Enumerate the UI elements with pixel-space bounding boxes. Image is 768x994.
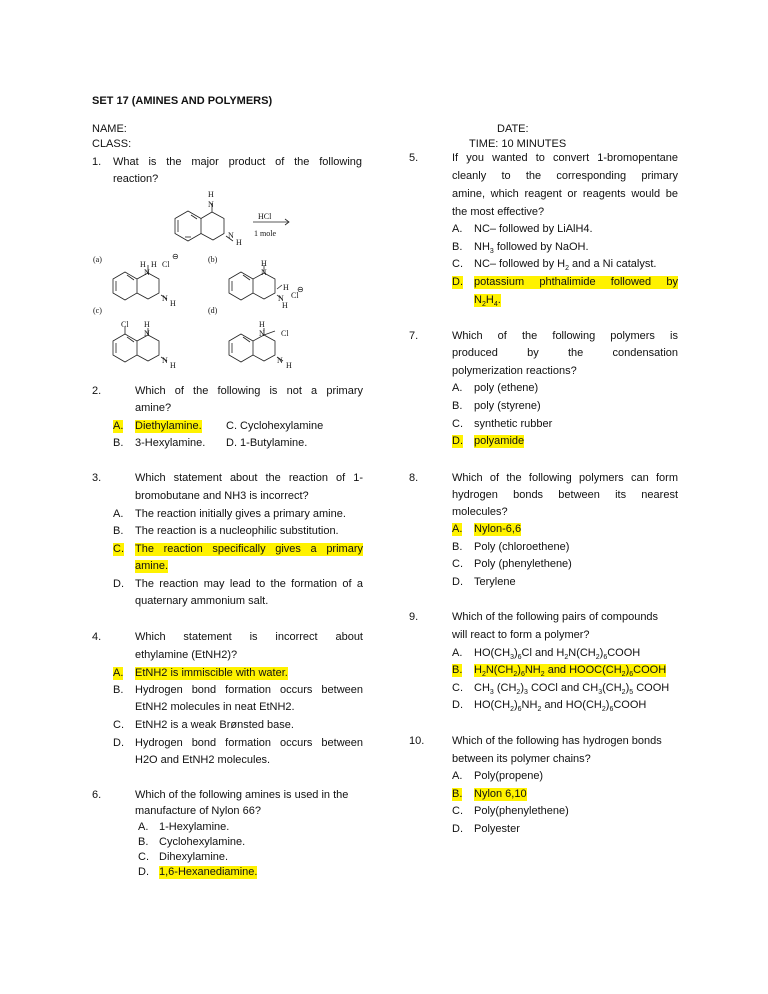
q7-option-a-label[interactable]: A. bbox=[452, 382, 463, 394]
molecule-atom-cl: Cl bbox=[121, 320, 129, 329]
q10-option-d-text[interactable]: Polyester bbox=[474, 823, 520, 835]
q10-number: 10. bbox=[409, 735, 425, 747]
q3-option-d-text-line2[interactable]: quaternary ammonium salt. bbox=[135, 595, 269, 607]
q5-text-line3: amine, which reagent or reagents would be bbox=[452, 188, 678, 200]
option-c-label: (c) bbox=[93, 306, 102, 315]
q5-option-b-label[interactable]: B. bbox=[452, 241, 463, 253]
molecule-atom-n: N bbox=[162, 356, 168, 365]
molecule-atom-h: H bbox=[170, 361, 176, 370]
q10-option-a-label[interactable]: A. bbox=[452, 770, 463, 782]
q3-option-b-label[interactable]: B. bbox=[113, 525, 124, 537]
q9-option-a-label[interactable]: A. bbox=[452, 647, 463, 659]
q5-option-d-text-line2[interactable]: $N_2H_4$. bbox=[474, 294, 501, 309]
q2-option-b-text[interactable]: 3-Hexylamine. bbox=[135, 437, 206, 449]
q3-option-c-label[interactable]: C. bbox=[113, 543, 124, 555]
option-b-label: (b) bbox=[208, 255, 218, 264]
molecule-atom-n: N bbox=[208, 200, 214, 209]
q4-option-a-label[interactable]: A. bbox=[113, 667, 124, 679]
q5-option-a-text[interactable]: NC– followed by LiAlH4. bbox=[474, 223, 593, 235]
q4-option-d-label[interactable]: D. bbox=[113, 737, 124, 749]
q10-option-d-label[interactable]: D. bbox=[452, 823, 463, 835]
q4-option-b-text-line1[interactable]: Hydrogen bond formation occurs between bbox=[135, 684, 363, 696]
molecule-atom-h: H bbox=[282, 301, 288, 310]
molecule-atom-n: N bbox=[162, 294, 168, 303]
q8-text-line2: hydrogen bonds between its nearest bbox=[452, 489, 678, 501]
q1-number: 1. bbox=[92, 156, 102, 168]
q7-option-d-label[interactable]: D. bbox=[452, 435, 463, 447]
q3-option-d-text-line1[interactable]: The reaction may lead to the formation of a bbox=[135, 578, 363, 590]
q8-number: 8. bbox=[409, 472, 419, 484]
q6-number: 6. bbox=[92, 789, 102, 801]
q5-text-line4: the most effective? bbox=[452, 206, 545, 218]
class-label: CLASS: bbox=[92, 138, 132, 150]
q4-option-a-text[interactable]: EtNH2 is immiscible with water. bbox=[135, 667, 288, 679]
q4-option-c-label[interactable]: C. bbox=[113, 719, 124, 731]
q7-text-line1: Which of the following polymers is bbox=[452, 330, 678, 342]
q7-number: 7. bbox=[409, 330, 419, 342]
date-label: DATE: bbox=[497, 123, 529, 135]
molecule-atom-h: H bbox=[261, 259, 267, 268]
q7-text-line2: produced by the condensation bbox=[452, 347, 678, 359]
molecule-atom-h: H bbox=[170, 299, 176, 308]
q4-option-d-text-line1[interactable]: Hydrogen bond formation occurs between bbox=[135, 737, 363, 749]
q9-text-line2: will react to form a polymer? bbox=[452, 629, 590, 641]
q3-text-line2: bromobutane and NH3 is incorrect? bbox=[135, 490, 309, 502]
q4-option-b-label[interactable]: B. bbox=[113, 684, 124, 696]
q4-option-c-text[interactable]: EtNH2 is a weak Brønsted base. bbox=[135, 719, 294, 731]
molecule-atom-h: H bbox=[283, 283, 289, 292]
name-label: NAME: bbox=[92, 123, 127, 135]
molecule-atom-n: N bbox=[144, 268, 150, 277]
q4-option-b-text-line2[interactable]: EtNH2 molecules in neat EtNH2. bbox=[135, 701, 295, 713]
q9-option-a-text[interactable]: $HO(CH_3)_6Cl$ and $H_2N(CH_2)_6COOH$ bbox=[474, 647, 641, 662]
molecule-atom-h: H bbox=[208, 190, 214, 199]
q6-option-c-label[interactable]: C. bbox=[138, 851, 149, 863]
option-a-label: (a) bbox=[93, 255, 102, 264]
q4-text-line2: ethylamine (EtNH2)? bbox=[135, 649, 238, 661]
q8-text-line1: Which of the following polymers can form bbox=[452, 472, 678, 484]
q2-option-a-text[interactable]: Diethylamine. bbox=[135, 420, 202, 432]
q7-option-a-text[interactable]: poly (ethene) bbox=[474, 382, 539, 394]
q9-text-line1: Which of the following pairs of compounds bbox=[452, 611, 659, 623]
molecule-atom-h: H bbox=[286, 361, 292, 370]
q6-option-d-text[interactable]: 1,6-Hexanediamine. bbox=[159, 866, 258, 878]
q8-option-a-text[interactable]: Nylon-6,6 bbox=[474, 523, 522, 535]
q2-option-d-text[interactable]: D. 1-Butylamine. bbox=[226, 437, 308, 449]
molecule-atom-h: H bbox=[236, 238, 242, 247]
q6-option-c-text[interactable]: Dihexylamine. bbox=[159, 851, 229, 863]
q5-option-d-text-line1[interactable]: potassium phthalimide followed by bbox=[474, 276, 678, 288]
q3-text-line1: Which statement about the reaction of 1- bbox=[135, 472, 363, 484]
molecule-atom-cl: Cl bbox=[291, 291, 299, 300]
q10-option-b-label[interactable]: B. bbox=[452, 788, 463, 800]
q3-number: 3. bbox=[92, 472, 102, 484]
q10-option-a-text[interactable]: Poly(propene) bbox=[474, 770, 544, 782]
q9-number: 9. bbox=[409, 611, 419, 623]
q2-number: 2. bbox=[92, 385, 102, 397]
q5-number: 5. bbox=[409, 152, 419, 164]
q6-text-line2: manufacture of Nylon 66? bbox=[135, 805, 261, 817]
q9-option-b-label[interactable]: B. bbox=[452, 664, 463, 676]
q9-option-d-label[interactable]: D. bbox=[452, 699, 463, 711]
q8-option-d-text[interactable]: Terylene bbox=[474, 576, 516, 588]
q8-option-c-label[interactable]: C. bbox=[452, 558, 463, 570]
molecule-atom-n: N bbox=[277, 356, 283, 365]
molecule-atom-n: N bbox=[259, 329, 265, 338]
reagent-label: HCl bbox=[258, 212, 272, 221]
q1-text-line1: What is the major product of the following bbox=[113, 156, 362, 168]
q5-option-c-text[interactable]: NC– followed by $H_2$ and a Ni catalyst. bbox=[474, 258, 657, 273]
q7-option-d-text[interactable]: polyamide bbox=[474, 435, 525, 447]
q4-option-d-text-line2[interactable]: H2O and EtNH2 molecules. bbox=[135, 754, 271, 766]
q1-reaction-diagram bbox=[85, 185, 375, 365]
q6-option-b-label[interactable]: B. bbox=[138, 836, 149, 848]
q5-option-d-label[interactable]: D. bbox=[452, 276, 463, 288]
q3-option-a-text[interactable]: The reaction initially gives a primary amine. bbox=[135, 508, 346, 520]
q10-option-c-text[interactable]: Poly(phenylethene) bbox=[474, 805, 569, 817]
q8-option-a-label[interactable]: A. bbox=[452, 523, 463, 535]
q4-text-line1: Which statement is incorrect about bbox=[135, 631, 363, 643]
q8-text-line3: molecules? bbox=[452, 506, 508, 518]
q6-text-line1: Which of the following amines is used in the bbox=[135, 789, 349, 801]
q10-option-b-text[interactable]: Nylon 6,10 bbox=[474, 788, 527, 800]
q3-option-c-text-line2[interactable]: amine. bbox=[135, 560, 169, 572]
molecule-atom-h: H bbox=[140, 260, 146, 269]
option-d-label: (d) bbox=[208, 306, 218, 315]
q5-option-a-label[interactable]: A. bbox=[452, 223, 463, 235]
charge-icon: ⊖ bbox=[297, 285, 304, 294]
reagent-amount-label: 1 mole bbox=[254, 229, 276, 238]
q5-option-c-label[interactable]: C. bbox=[452, 258, 463, 270]
molecule-atom-cl: Cl bbox=[281, 329, 289, 338]
q8-option-c-text[interactable]: Poly (phenylethene) bbox=[474, 558, 572, 570]
q8-option-b-text[interactable]: Poly (chloroethene) bbox=[474, 541, 570, 553]
q6-option-d-label[interactable]: D. bbox=[138, 866, 149, 878]
q3-option-c-text-line1[interactable]: The reaction specifically gives a primary bbox=[135, 543, 363, 555]
q2-option-b-label[interactable]: B. bbox=[113, 437, 124, 449]
q4-number: 4. bbox=[92, 631, 102, 643]
molecule-atom-n: N bbox=[144, 329, 150, 338]
molecule-atom-cl: Cl bbox=[162, 260, 170, 269]
q3-option-d-label[interactable]: D. bbox=[113, 578, 124, 590]
q7-option-c-text[interactable]: synthetic rubber bbox=[474, 418, 553, 430]
molecule-atom-h: H bbox=[151, 260, 157, 269]
q5-option-b-text[interactable]: $NH_3$ followed by NaOH. bbox=[474, 241, 589, 256]
molecule-atom-n: N bbox=[278, 294, 284, 303]
q10-option-c-label[interactable]: C. bbox=[452, 805, 463, 817]
q1-text-line2: reaction? bbox=[113, 173, 159, 185]
q6-option-a-text[interactable]: 1-Hexylamine. bbox=[159, 821, 230, 833]
q7-option-b-label[interactable]: B. bbox=[452, 400, 463, 412]
q10-text-line1: Which of the following has hydrogen bonds bbox=[452, 735, 662, 747]
q2-option-c-text[interactable]: C. Cyclohexylamine bbox=[226, 420, 324, 432]
q10-text-line2: between its polymer chains? bbox=[452, 753, 591, 765]
molecule-atom-n: N bbox=[228, 231, 234, 240]
q5-text-line1: If you wanted to convert 1-bromopentane bbox=[452, 152, 678, 164]
q9-option-d-text[interactable]: $HO(CH_2)_6NH_2$ and $HO(CH_2)_6COOH$ bbox=[474, 699, 647, 714]
q6-option-b-text[interactable]: Cyclohexylamine. bbox=[159, 836, 246, 848]
q2-text-line1: Which of the following is not a primary bbox=[135, 385, 363, 397]
q7-option-c-label[interactable]: C. bbox=[452, 418, 463, 430]
molecule-atom-h: H bbox=[259, 320, 265, 329]
q3-option-b-text[interactable]: The reaction is a nucleophilic substitution. bbox=[135, 525, 339, 537]
charge-icon: ⊖ bbox=[172, 252, 179, 261]
molecule-atom-h: H bbox=[144, 320, 150, 329]
q9-option-c-label[interactable]: C. bbox=[452, 682, 463, 694]
q3-option-a-label[interactable]: A. bbox=[113, 508, 124, 520]
q2-option-a-label[interactable]: A. bbox=[113, 420, 124, 432]
q8-option-b-label[interactable]: B. bbox=[452, 541, 463, 553]
time-label: TIME: 10 MINUTES bbox=[469, 138, 567, 150]
q7-option-b-text[interactable]: poly (styrene) bbox=[474, 400, 541, 412]
q5-text-line2: cleanly to the corresponding primary bbox=[452, 170, 678, 182]
q2-text-line2: amine? bbox=[135, 402, 172, 414]
molecule-atom-n: N bbox=[261, 268, 267, 277]
page-title: SET 17 (AMINES AND POLYMERS) bbox=[92, 95, 273, 107]
q7-text-line3: polymerization reactions? bbox=[452, 365, 577, 377]
q9-option-c-text[interactable]: $CH_3$ $(CH_2)_3$ COCl and $CH_3(CH_2)_5$ COOH bbox=[474, 682, 670, 697]
q8-option-d-label[interactable]: D. bbox=[452, 576, 463, 588]
q6-option-a-label[interactable]: A. bbox=[138, 821, 149, 833]
q9-option-b-text[interactable]: $H_2N(CH_2)_6NH_2$ and $HOOC(CH_2)_6COOH$ bbox=[474, 664, 667, 679]
